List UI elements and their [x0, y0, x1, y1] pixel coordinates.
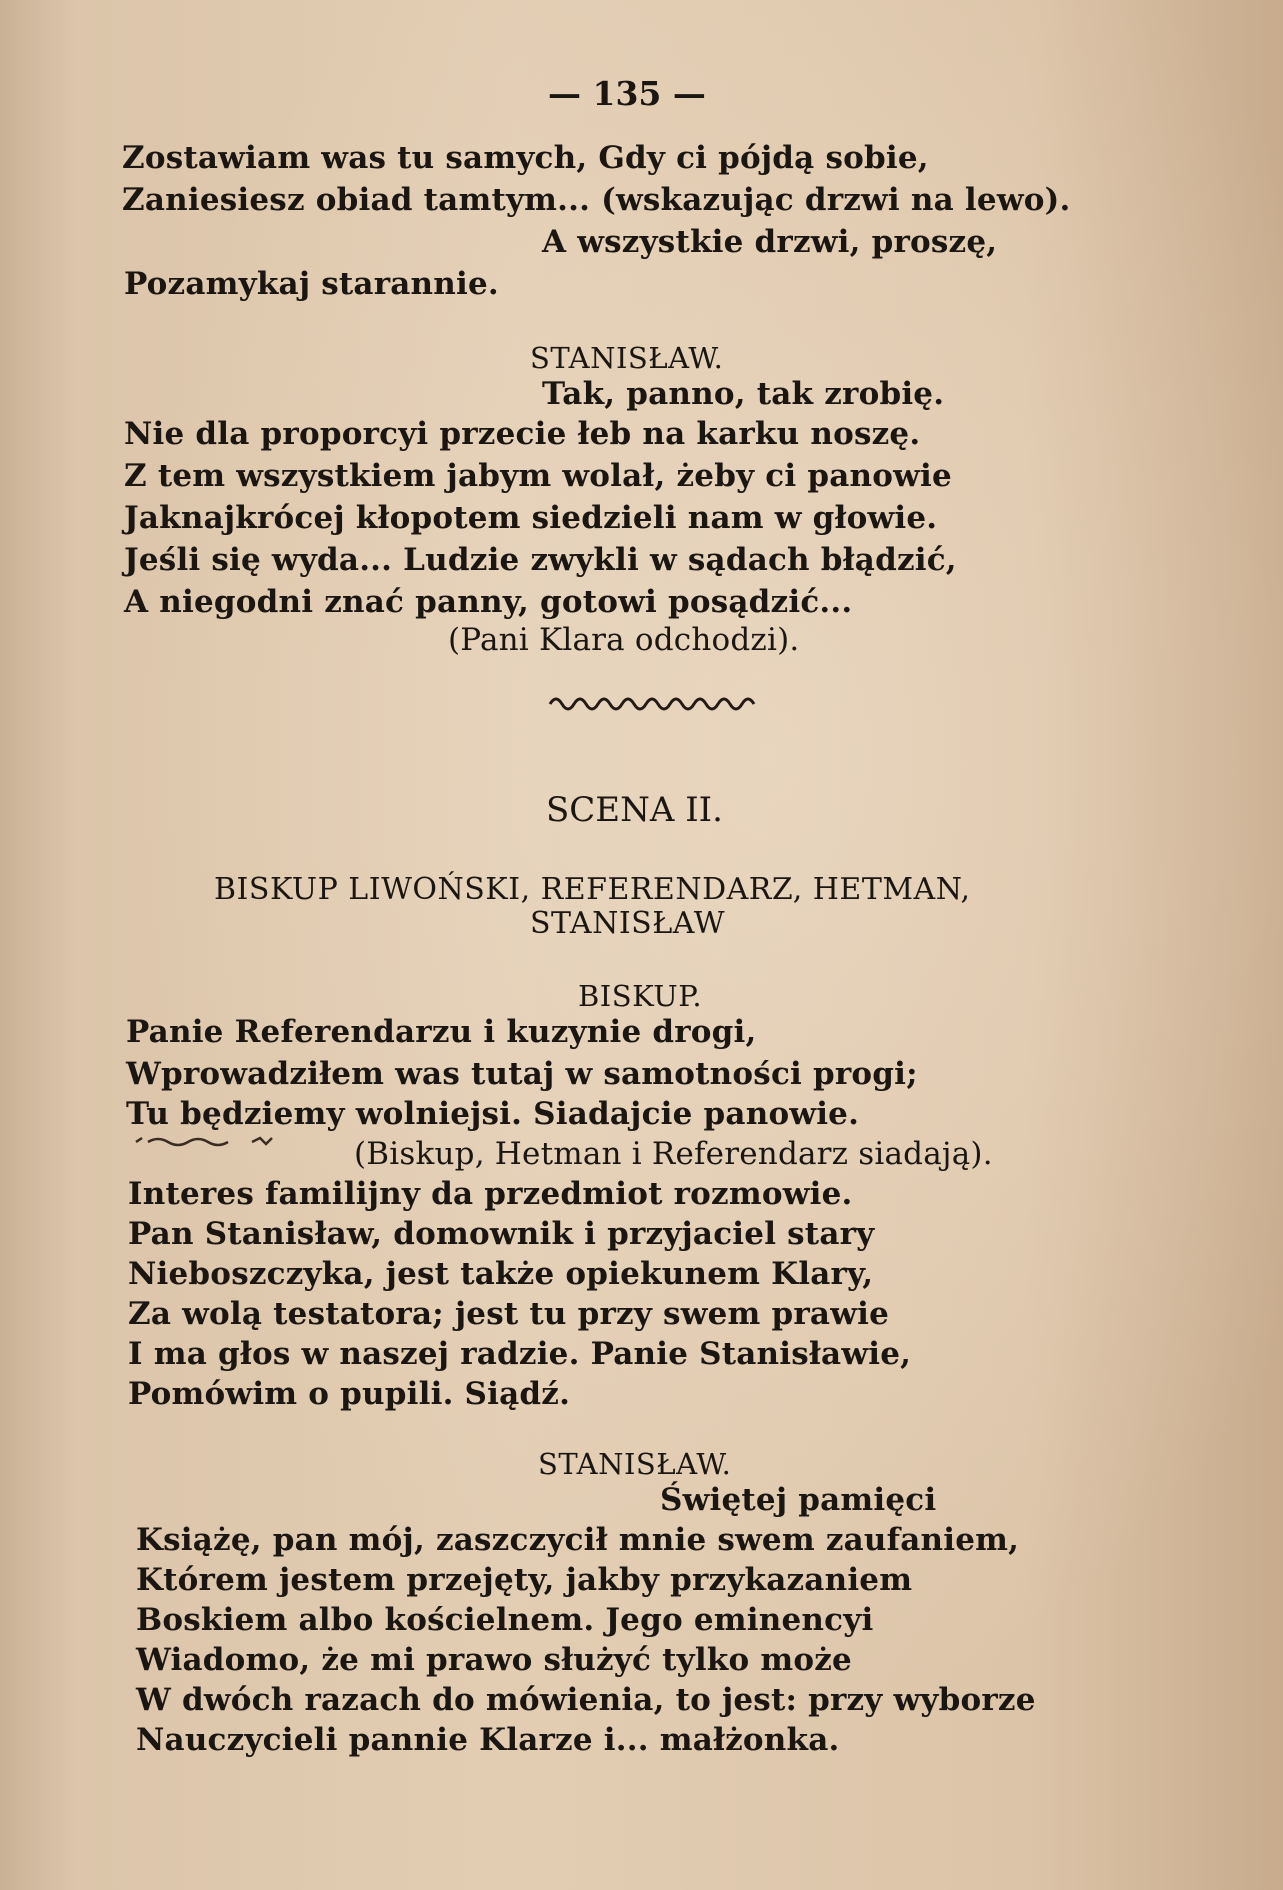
verse-line: Z tem wszystkiem jabym wolał, żeby ci panowie — [124, 458, 952, 494]
verse-line: I ma głos w naszej radzie. Panie Stanisławie, — [128, 1336, 912, 1372]
cast-list: BISKUP LIWOŃSKI, REFERENDARZ, HETMAN, — [214, 872, 971, 907]
page-number: — 135 — — [548, 74, 706, 113]
ink-smudge — [132, 1134, 312, 1148]
verse-line: Boskiem albo kościelnem. Jego eminencyi — [136, 1602, 874, 1638]
verse-line: Panie Referendarzu i kuzynie drogi, — [126, 1014, 757, 1050]
cast-list: STANISŁAW — [530, 906, 726, 941]
verse-line: W dwóch razach do mówienia, to jest: przy wyborze — [136, 1682, 1036, 1718]
verse-line: Za wolą testatora; jest tu przy swem prawie — [128, 1296, 889, 1332]
verse-line: Tu będziemy wolniejsi. Siadajcie panowie. — [126, 1096, 860, 1132]
verse-line: Świętej pamięci — [660, 1482, 937, 1518]
verse-line: Nauczycieli pannie Klarze i... małżonka. — [136, 1722, 840, 1758]
stage-direction: (Biskup, Hetman i Referendarz siadają). — [354, 1136, 993, 1172]
verse-line: Którem jestem przejęty, jakby przykazaniem — [136, 1562, 913, 1598]
verse-line: Tak, panno, tak zrobię. — [542, 376, 945, 412]
verse-line: Wprowadziłem was tutaj w samotności progi; — [126, 1056, 918, 1092]
speaker-name: STANISŁAW. — [530, 341, 724, 375]
speaker-name: BISKUP. — [578, 979, 703, 1013]
verse-line: Książę, pan mój, zaszczycił mnie swem zaufaniem, — [136, 1522, 1020, 1558]
speaker-name: STANISŁAW. — [538, 1447, 732, 1481]
verse-line: A niegodni znać panny, gotowi posądzić... — [124, 584, 853, 620]
verse-line: Zaniesiesz obiad tamtym... (wskazując drzwi na lewo). — [122, 182, 1071, 218]
verse-line: Nie dla proporcyi przecie łeb na karku noszę. — [124, 416, 921, 452]
verse-line: Pozamykaj starannie. — [124, 266, 499, 302]
verse-line: Interes familijny da przedmiot rozmowie. — [128, 1176, 853, 1212]
ornamental-divider — [548, 690, 758, 714]
verse-line: Zostawiam was tu samych, Gdy ci pójdą sobie, — [122, 140, 929, 176]
verse-line: Pan Stanisław, domownik i przyjaciel stary — [128, 1216, 875, 1252]
verse-line: A wszystkie drzwi, proszę, — [542, 224, 998, 260]
verse-line: Jaknajkrócej kłopotem siedzieli nam w głowie. — [124, 500, 938, 536]
stage-direction: (Pani Klara odchodzi). — [448, 622, 800, 658]
verse-line: Wiadomo, że mi prawo służyć tylko może — [136, 1642, 852, 1678]
verse-line: Jeśli się wyda... Ludzie zwykli w sądach błądzić, — [124, 542, 957, 578]
scene-title: SCENA II. — [546, 790, 723, 830]
verse-line: Nieboszczyka, jest także opiekunem Klary, — [128, 1256, 874, 1292]
verse-line: Pomówim o pupili. Siądź. — [128, 1376, 571, 1412]
